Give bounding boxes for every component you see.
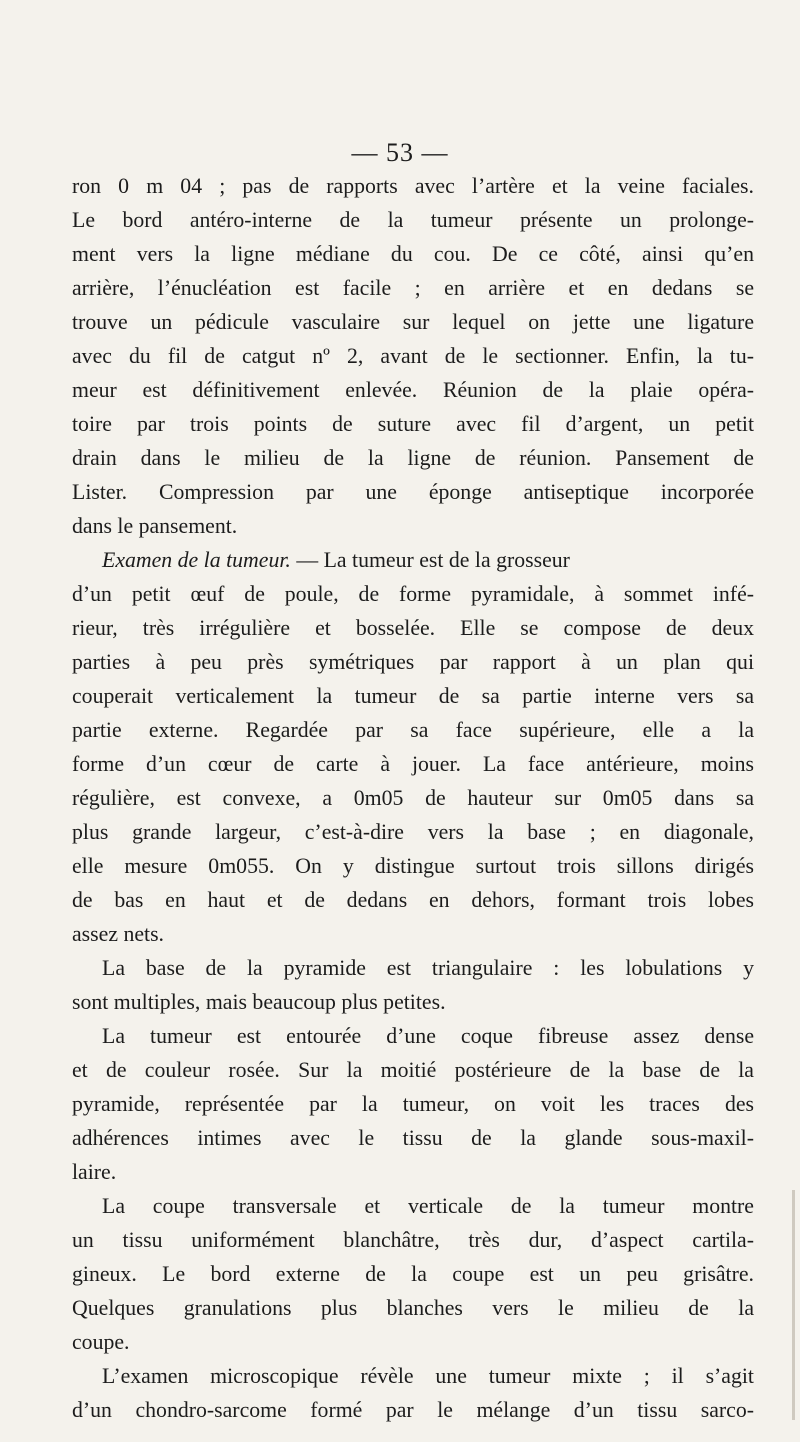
text-line: pyramide, représentée par la tumeur, on voit les traces des [72, 1092, 754, 1116]
section-line [102, 543, 754, 577]
text-line: forme d’un cœur de carte à jouer. La face antérieure, moins [72, 752, 754, 776]
text-line: ron 0 m 04 ; pas de rapports avec l’artère et la veine faciales. [72, 174, 754, 198]
text-line: coupe. [72, 1330, 130, 1354]
text-line: d’un petit œuf de poule, de forme pyramidale, à sommet infé- [72, 582, 754, 606]
text-line: parties à peu près symétriques par rapport à un plan qui [72, 650, 754, 674]
text-line: L’examen microscopique révèle une tumeur mixte ; il s’agit [102, 1364, 754, 1388]
text-line: La tumeur est entourée d’une coque fibreuse assez dense [102, 1024, 754, 1048]
page-edge-shadow [792, 1190, 795, 1420]
text-line: Le bord antéro-interne de la tumeur présente un prolonge- [72, 208, 754, 232]
text-line: Quelques granulations plus blanches vers le milieu de la [72, 1296, 754, 1320]
text-line: Lister. Compression par une éponge antiseptique incorporée [72, 480, 754, 504]
text-line: gineux. Le bord externe de la coupe est un peu grisâtre. [72, 1262, 754, 1286]
text-line: drain dans le milieu de la ligne de réunion. Pansement de [72, 446, 754, 470]
section-heading: Examen de la tumeur. [102, 548, 291, 572]
text-line: elle mesure 0m055. On y distingue surtout trois sillons dirigés [72, 854, 754, 878]
text-line: couperait verticalement la tumeur de sa partie interne vers sa [72, 684, 754, 708]
text-line: meur est définitivement enlevée. Réunion de la plaie opéra- [72, 378, 754, 402]
text-line: de bas en haut et de dedans en dehors, formant trois lobes [72, 888, 754, 912]
section-heading-text: — La tumeur est de la grosseur [296, 548, 570, 572]
text-line: laire. [72, 1160, 117, 1184]
text-line: toire par trois points de suture avec fil d’argent, un petit [72, 412, 754, 436]
page-number: — 53 — [351, 138, 449, 167]
text-line: régulière, est convexe, a 0m05 de hauteur sur 0m05 dans sa [72, 786, 754, 810]
text-line: assez nets. [72, 922, 164, 946]
text-line: un tissu uniformément blanchâtre, très dur, d’aspect cartila- [72, 1228, 754, 1252]
text-line: rieur, très irrégulière et bosselée. Elle se compose de deux [72, 616, 754, 640]
text-line: La coupe transversale et verticale de la tumeur montre [102, 1194, 754, 1218]
text-line: arrière, l’énucléation est facile ; en arrière et en dedans se [72, 276, 754, 300]
text-line: ment vers la ligne médiane du cou. De ce côté, ainsi qu’en [72, 242, 754, 266]
text-line: adhérences intimes avec le tissu de la glande sous-maxil- [72, 1126, 754, 1150]
text-line: trouve un pédicule vasculaire sur lequel on jette une ligature [72, 310, 754, 334]
text-line: partie externe. Regardée par sa face supérieure, elle a la [72, 718, 754, 742]
text-line: dans le pansement. [72, 514, 238, 538]
text-line: sont multiples, mais beaucoup plus petites. [72, 990, 446, 1014]
text-line: et de couleur rosée. Sur la moitié postérieure de la base de la [72, 1058, 754, 1082]
text-line: plus grande largeur, c’est-à-dire vers la base ; en diagonale, [72, 820, 754, 844]
text-line: La base de la pyramide est triangulaire : les lobulations y [102, 956, 754, 980]
text-line: d’un chondro-sarcome formé par le mélange d’un tissu sarco- [72, 1398, 754, 1422]
text-line: avec du fil de catgut nº 2, avant de le sectionner. Enfin, la tu- [72, 344, 754, 368]
